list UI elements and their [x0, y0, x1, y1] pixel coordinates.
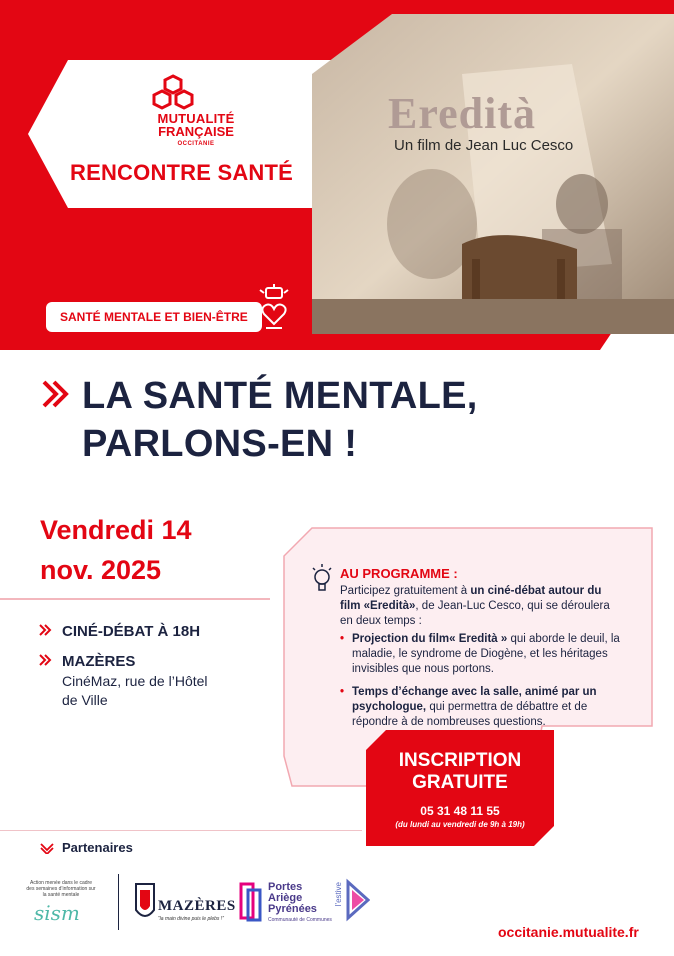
logo-line1: MUTUALITÉ	[157, 111, 235, 126]
main-title-line2: PARLONS-EN !	[82, 423, 358, 465]
programme-intro	[340, 584, 610, 629]
svg-text:sism: sism	[34, 901, 80, 925]
item1-bold: Projection du film« Eredità »	[352, 633, 508, 645]
film-photo	[312, 14, 674, 334]
lightbulb-icon	[310, 562, 334, 598]
info-time	[40, 622, 200, 642]
pap-line3: Pyrénées	[268, 903, 317, 915]
pap-line2: Ariège	[268, 892, 303, 904]
inscription-hours: (du lundi au vendredi de 9h à 19h)	[395, 820, 525, 829]
intro-b: un ciné-débat autour du film «Eredità»	[340, 585, 602, 612]
item1-rest: qui aborde le deuil, la maladie, le syndrome de Diogène, et les héritages invisibles que nous portons.	[352, 633, 620, 675]
list-item	[340, 685, 630, 730]
event-date	[40, 510, 192, 590]
chevron-right-icon	[40, 380, 72, 408]
pap-line1: Portes	[268, 881, 303, 893]
main-title-line1: LA SANTÉ MENTALE,	[82, 375, 478, 417]
mental-health-icon	[254, 284, 294, 332]
portes-ariege-text	[268, 882, 317, 915]
info-location-sub2: de Ville	[62, 692, 108, 708]
date-line2: nov. 2025	[40, 555, 162, 585]
chevron-down-icon	[40, 842, 54, 854]
chevron-right-icon	[38, 654, 52, 666]
chevron-right-icon	[38, 624, 52, 636]
film-subtitle: Un film de Jean Luc Cesco	[394, 137, 574, 154]
film-title: Eredità	[388, 89, 536, 138]
event-type: RENCONTRE SANTÉ	[70, 160, 294, 185]
sism-caption: Action menée dans le cadre des semaines d’information sur la santé mentale	[26, 880, 96, 898]
sism-logo	[30, 896, 96, 930]
date-line1: Vendredi 14	[40, 515, 192, 545]
divider	[118, 874, 119, 930]
info-time-label: CINÉ-DÉBAT À 18H	[62, 623, 201, 640]
mutualite-logo-text	[126, 112, 266, 151]
info-location-sub1: CinéMaz, rue de l’Hôtel	[62, 673, 208, 689]
programme-title: AU PROGRAMME :	[340, 566, 458, 581]
list-item	[340, 632, 630, 677]
portes-ariege-sub: Communauté de Communes	[268, 917, 332, 923]
portes-ariege-logo	[238, 880, 264, 922]
inscription-phone: 05 31 48 11 55	[420, 804, 500, 818]
estive-label: l’estive	[334, 882, 343, 907]
item2-bold: Temps d’échange avec la salle, animé par un psychologue,	[352, 686, 597, 713]
item2-rest: qui permettra de débattre et de répondre à de nombreuses questions.	[352, 701, 588, 728]
info-location	[40, 652, 208, 710]
partners-title: Partenaires	[62, 840, 133, 855]
programme-list	[340, 632, 630, 738]
main-title	[82, 372, 478, 468]
logo-line3: OCCITANIE	[177, 141, 215, 147]
mazeres-name: MAZÈRES	[158, 898, 236, 914]
inscription-line2: GRATUITE	[412, 772, 508, 793]
inscription-title	[370, 750, 550, 794]
intro-a: Participez gratuitement à	[340, 585, 471, 597]
info-location-label: MAZÈRES	[62, 653, 136, 670]
mazeres-tagline: “la main divine puis le plebs !”	[158, 916, 224, 922]
divider	[0, 830, 362, 831]
logo-line2: FRANÇAISE	[158, 124, 234, 139]
divider	[0, 598, 270, 600]
website-link[interactable]: occitanie.mutualite.fr	[498, 924, 639, 940]
intro-c: , de Jean-Luc Cesco, qui se déroulera en deux temps :	[340, 600, 610, 627]
theme-tag: SANTÉ MENTALE ET BIEN-ÊTRE	[46, 302, 262, 332]
inscription-line1: INSCRIPTION	[398, 750, 522, 771]
